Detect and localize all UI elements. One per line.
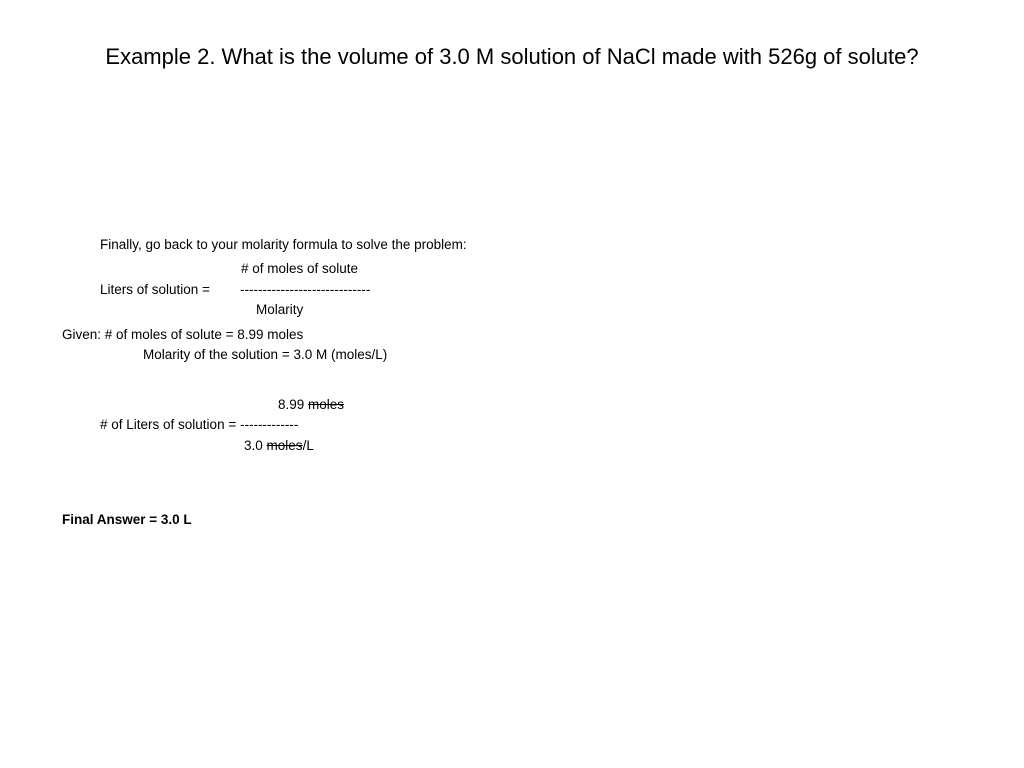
formula-denominator: Molarity	[256, 302, 304, 317]
formula-lhs: Liters of solution =	[100, 282, 210, 297]
calc-numerator	[278, 396, 344, 414]
calc-numerator-unit-cancelled: moles	[308, 397, 345, 412]
calc-denominator-unit-cancelled: moles	[266, 438, 303, 453]
given-molarity: Molarity of the solution = 3.0 M (moles/L)	[143, 347, 388, 362]
final-answer: Final Answer = 3.0 L	[62, 512, 192, 527]
calc-denominator-suffix: /L	[302, 438, 314, 453]
calc-denominator	[244, 437, 314, 455]
slide-title: Example 2. What is the volume of 3.0 M solution of NaCl made with 526g of solute?	[105, 44, 919, 69]
given-moles: Given: # of moles of solute = 8.99 moles	[62, 327, 304, 342]
calc-numerator-value: 8.99	[278, 397, 305, 412]
calc-denominator-value: 3.0	[244, 438, 263, 453]
calc-lhs: # of Liters of solution = -------------	[100, 417, 299, 432]
intro-text: Finally, go back to your molarity formula to solve the problem:	[100, 237, 467, 252]
formula-fraction-bar: -----------------------------	[240, 282, 371, 297]
formula-numerator: # of moles of solute	[241, 261, 359, 276]
